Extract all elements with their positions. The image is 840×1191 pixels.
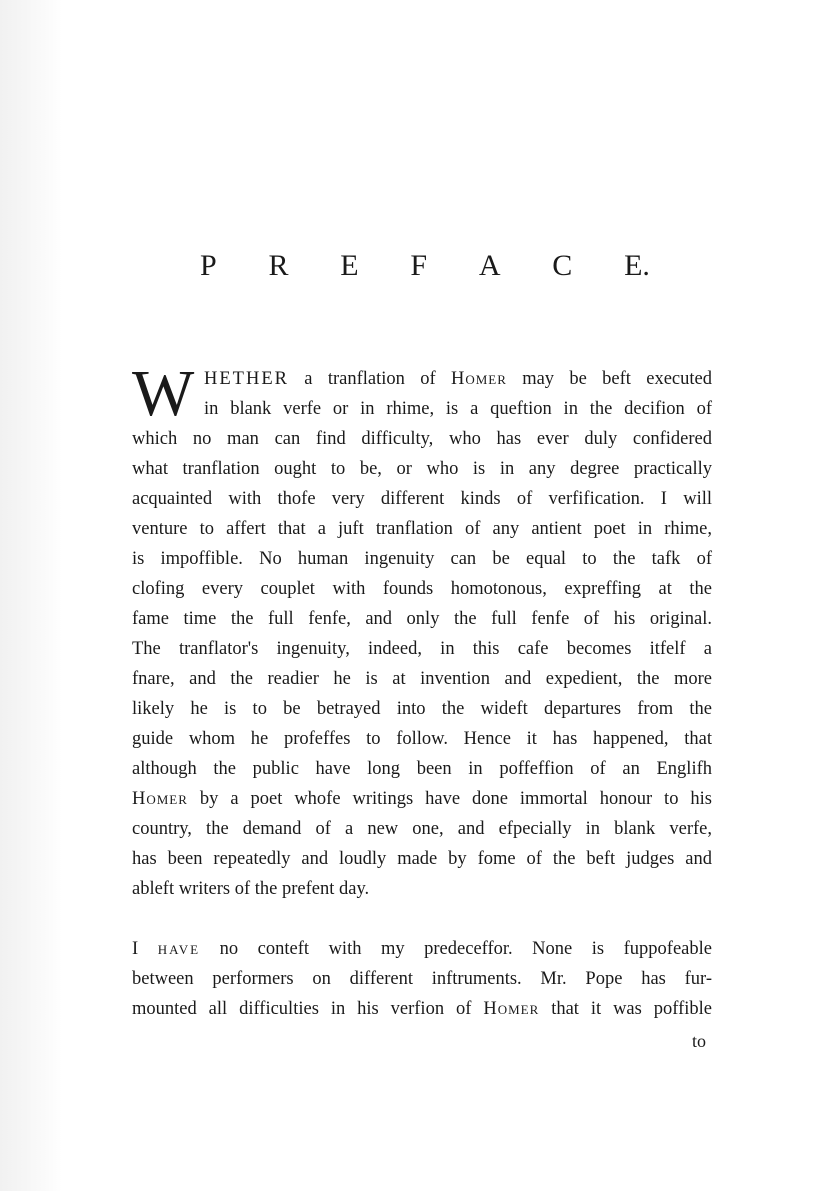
text-line: The tranflator's ingenuity, indeed, in this cafe becomes itfelf a [132, 639, 712, 659]
text-line: mounted all difficulties in his verfion of Homer that it was poffible [132, 999, 712, 1019]
text-line: is impoffible. No human ingenuity can be equal to the tafk of [132, 549, 712, 569]
text-line: fame time the full fenfe, and only the full fenfe of his original. [132, 609, 712, 629]
title-letter: R [268, 249, 289, 282]
text-line: clofing every couplet with founds homotonous, expreffing at the [132, 579, 712, 599]
drop-cap: W [132, 357, 195, 430]
text-line: Homer by a poet whofe writings have done immortal honour to his [132, 789, 712, 809]
paragraph-1 [132, 364, 712, 904]
text-line: what tranflation ought to be, or who is in any degree practically [132, 459, 712, 479]
text-line: between performers on different inftruments. Mr. Pope has fur- [132, 969, 712, 989]
homer-name: Homer [483, 999, 540, 1019]
text-line: venture to affert that a juft tranflation of any antient poet in rhime, [132, 519, 712, 539]
text-line: in blank verfe or in rhime, is a queftion in the decifion of [204, 399, 712, 419]
homer-name: Homer [132, 789, 188, 809]
text-line: likely he is to be betrayed into the wideft departures from the [132, 699, 712, 719]
text-line: although the public have long been in poffeffion of an Englifh [132, 759, 712, 779]
text-line: guide whom he profeffes to follow. Hence it has happened, that [132, 729, 712, 749]
title-letter: F [410, 249, 428, 282]
catchword: to [691, 1031, 706, 1051]
text-line: ableft writers of the prefent day. [132, 879, 370, 899]
title-letter: E [340, 249, 359, 282]
paragraph-2 [132, 934, 712, 1024]
page-edge-shadow [0, 0, 62, 1191]
text-line: acquainted with thofe very different kinds of verfification. I will [132, 489, 712, 509]
text-line: which no man can find difficulty, who has ever duly confidered [132, 429, 712, 449]
page-title [200, 246, 650, 286]
homer-name: Homer [450, 369, 507, 389]
text-line: country, the demand of a new one, and efpecially in blank verfe, [132, 819, 712, 839]
text-line: fnare, and the readier he is at invention and expedient, the more [132, 669, 712, 689]
text-line: I have no conteft with my predeceffor. None is fuppofeable [132, 939, 712, 959]
title-letter: P [200, 249, 217, 282]
text-line: HETHER a tranflation of Homer may be beft executed [204, 369, 712, 389]
title-letter: C [552, 249, 573, 282]
text-line: has been repeatedly and loudly made by fome of the beft judges and [132, 849, 712, 869]
title-letter: E. [624, 249, 650, 282]
title-letter: A [478, 249, 501, 282]
